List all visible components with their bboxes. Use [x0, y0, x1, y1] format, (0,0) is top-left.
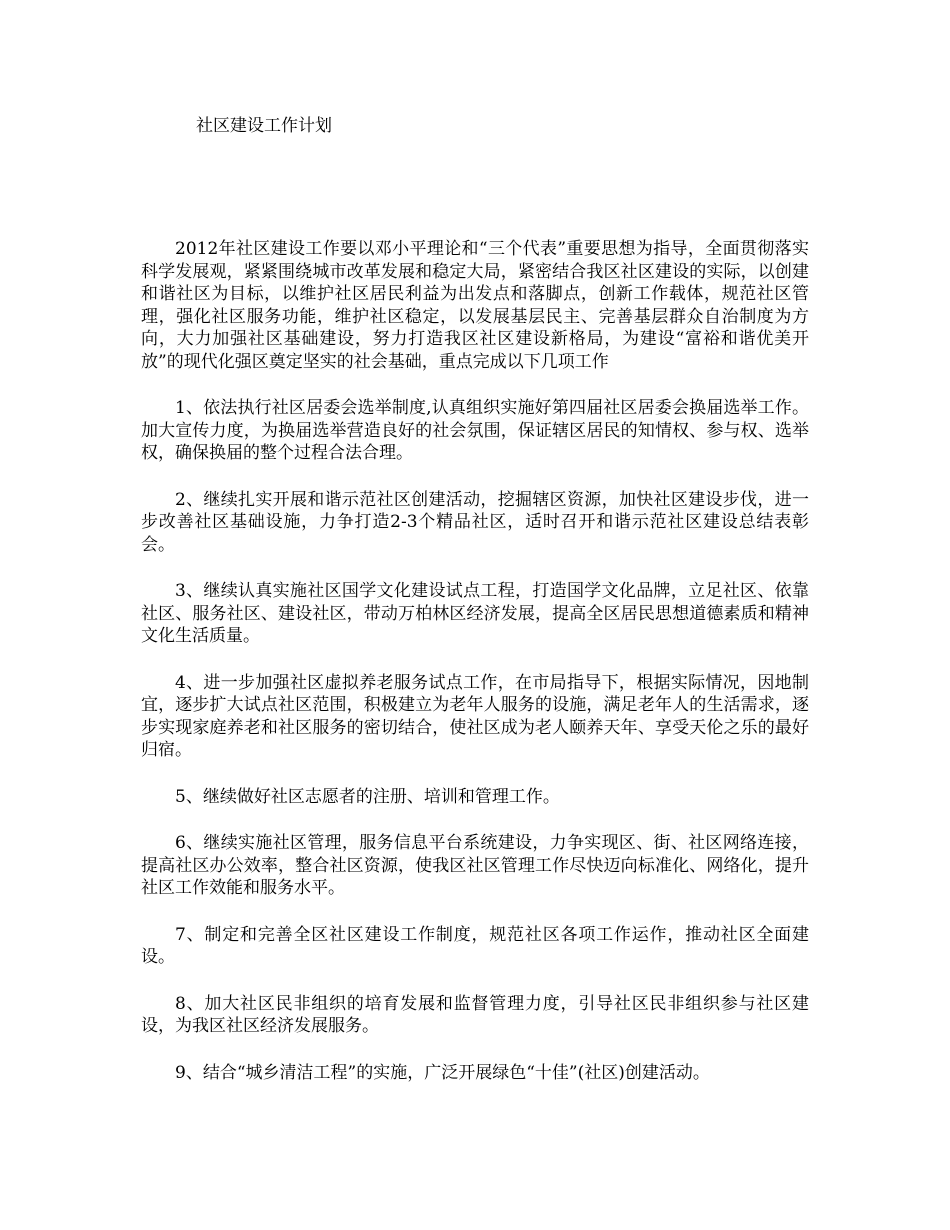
document-body — [141, 238, 809, 1108]
document-title: 社区建设工作计划 — [196, 116, 332, 136]
list-item: 5、继续做好社区志愿者的注册、培训和管理工作。 — [175, 786, 560, 807]
list-item: 4、进一步加强社区虚拟养老服务试点工作，在市局指导下，根据实际情况，因地制宜，逐步扩大试点社区范围，积极建立为老年人服务的设施，满足老年人的生活需求，逐步实现家庭养老和社区服务的密切结合，使社区成为老人颐养天年、享受天伦之乐的最好归宿。 — [141, 672, 809, 760]
list-item: 9、结合“城乡清洁工程”的实施，广泛开展绿色“十佳”(社区)创建活动。 — [175, 1062, 710, 1083]
list-item: 1、依法执行社区居委会选举制度,认真组织实施好第四届社区居委会换届选举工作。加大宣传力度，为换届选举营造良好的社会氛围，保证辖区居民的知情权、参与权、选举权，确保换届的整个过程合法合理。 — [141, 398, 809, 463]
list-item: 6、继续实施社区管理，服务信息平台系统建设，力争实现区、街、社区网络连接，提高社区办公效率，整合社区资源，使我区社区管理工作尽快迈向标准化、网络化，提升社区工作效能和服务水平。 — [141, 833, 809, 898]
list-item: 8、加大社区民非组织的培育发展和监督管理力度，引导社区民非组织参与社区建设，为我区社区经济发展服务。 — [141, 993, 809, 1036]
list-item: 2、继续扎实开展和谐示范社区创建活动，挖掘辖区资源，加快社区建设步伐，进一步改善社区基础设施，力争打造2-3个精品社区，适时召开和谐示范社区建设总结表彰会。 — [141, 489, 809, 555]
intro-paragraph: 2012年社区建设工作要以邓小平理论和“三个代表”重要思想为指导，全面贯彻落实科学发展观，紧紧围绕城市改革发展和稳定大局，紧密结合我区社区建设的实际，以创建和谐社区为目标，以维护社区居民利益为出发点和落脚点，创新工作载体，规范社区管理，强化社区服务功能，维护社区稳定，以发展基层民主、完善基层群众自治制度为方向，大力加强社区基础建设，努力打造我区社区建设新格局，为建设“富裕和谐优美开放”的现代化强区奠定坚实的社会基础，重点完成以下几项工作 — [141, 239, 809, 372]
list-item: 3、继续认真实施社区国学文化建设试点工程，打造国学文化品牌，立足社区、依靠社区、服务社区、建设社区，带动万柏林区经济发展，提高全区居民思想道德素质和精神文化生活质量。 — [141, 581, 809, 646]
list-item: 7、制定和完善全区社区建设工作制度，规范社区各项工作运作，推动社区全面建设。 — [141, 924, 809, 967]
